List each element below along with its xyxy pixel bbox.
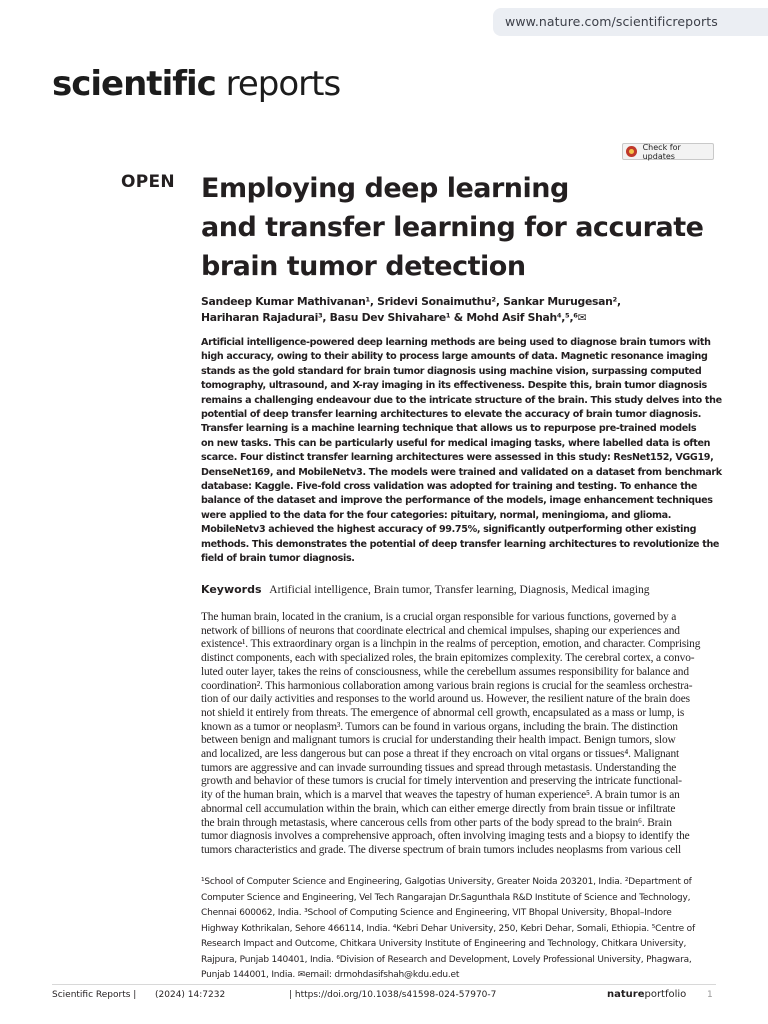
abstract-line: Transfer learning is a machine learning technique that allows us to repurpose pre-trained models [201, 423, 697, 435]
affiliation-line: Chennai 600062, India. ³School of Computing Science and Engineering, VIT Bhopal University, Bhopal–Indore [201, 908, 672, 918]
body-line: luted outer layer, takes the reins of consciousness, while the cerebellum assumes responsibility for balance and [201, 665, 689, 678]
body-line: tumors are aggressive and can invade surrounding tissues and spread through metastasis. Understanding the [201, 761, 677, 774]
title-line: Employing deep learning [201, 173, 569, 204]
keywords-label: Keywords [201, 583, 262, 596]
affiliations [201, 875, 716, 984]
article-title [201, 169, 704, 286]
abstract-line: methods. This demonstrates the potential of deep transfer learning architectures to revolutionize the [201, 538, 720, 550]
journal-url-tab[interactable]: www.nature.com/scientificreports [493, 8, 768, 36]
affiliation-line: Research Impact and Outcome, Chitkara University Institute of Engineering and Technology, Chitkara University, [201, 939, 687, 949]
open-access-label: OPEN [121, 172, 175, 192]
abstract-line: DenseNet169, and MobileNetv3. The models were trained and validated on a dataset from benchmark [201, 466, 722, 478]
affiliation-line: ¹School of Computer Science and Engineering, Galgotias University, Greater Noida 203201, India. ²Department of [201, 877, 692, 887]
abstract-line: tomography, ultrasound, and X-ray imaging in its effectiveness. Despite this, brain tumor diagnosis [201, 380, 707, 392]
author-line: Hariharan Rajadurai³, Basu Dev Shivahare¹ & Mohd Asif Shah⁴,⁵,⁶✉ [201, 311, 587, 324]
page-footer [0, 990, 768, 1006]
abstract [201, 336, 722, 567]
body-text [201, 611, 715, 858]
abstract-line: potential of deep transfer learning architectures to elevate the accuracy of brain tumor diagnosis. [201, 409, 702, 421]
abstract-line: remains a challenging endeavour due to the intricate structure of the brain. This study delves into the [201, 394, 722, 406]
body-line: network of billions of neurons that coordinate electrical and chemical impulses, shaping our experiences and [201, 624, 680, 637]
body-line: existence¹. This extraordinary organ is a linchpin in the realms of perception, emotion, and character. Comprising [201, 638, 701, 651]
abstract-line: scarce. Four distinct transfer learning architectures were assessed in this study: ResNet152, VGG19, [201, 452, 714, 464]
title-line: and transfer learning for accurate [201, 212, 704, 243]
footer-volume: (2024) 14:7232 [155, 990, 226, 1000]
check-updates-label: Check for updates [642, 142, 681, 161]
journal-logo [52, 64, 340, 104]
abstract-line: balance of the dataset and improve the performance of the models, image enhancement techniques [201, 495, 713, 507]
footer-doi-link[interactable]: | https://doi.org/10.1038/s41598-024-57970-7 [289, 990, 497, 1000]
footer-divider [52, 984, 716, 985]
body-line: tumors characteristics and grade. The diverse spectrum of brain tumors includes neoplasms from various cell [201, 843, 682, 856]
page-number: 1 [707, 990, 713, 1000]
affiliation-line: Rajpura, Punjab 140401, India. ⁶Division of Research and Development, Lovely Professional University, Phagwara, [201, 954, 692, 965]
affiliation-line: Highway Kothrikalan, Sehore 466114, India. ⁴Kebri Dehar University, 250, Kebri Dehar, Somali, Ethiopia. ⁵Centre of [201, 923, 695, 934]
abstract-line: were applied to the data for the four categories: pituitary, normal, meningioma, and glioma. [201, 509, 672, 521]
abstract-line: stands as the gold standard for brain tumor diagnosis using machine vision, surpassing computed [201, 365, 702, 377]
author-list [201, 294, 721, 326]
body-line: not shield it entirely from threats. The emergence of abnormal cell growth, encapsulated as a mass or lump, is [201, 706, 685, 719]
keywords-value: Artificial intelligence, Brain tumor, Transfer learning, Diagnosis, Medical imaging [269, 584, 650, 596]
author-line: Sandeep Kumar Mathivanan¹, Sridevi Sonaimuthu², Sankar Murugesan², [201, 295, 621, 308]
body-line: distinct components, each with specialized roles, the brain epitomizes complexity. The cerebral cortex, a convo- [201, 652, 695, 665]
body-line: the brain through metastasis, where cancerous cells from other parts of the body spread to the brain⁶. Brain [201, 816, 672, 829]
check-updates-button[interactable] [622, 143, 714, 160]
body-line: and localized, are less dangerous but can pose a threat if they encroach on vital organs or tissues⁴. Malignant [201, 748, 680, 761]
abstract-line: on new tasks. This can be particularly useful for medical imaging tasks, where labelled data is often [201, 437, 711, 449]
abstract-line: high accuracy, owing to their ability to process large amounts of data. Magnetic resonance imaging [201, 351, 708, 363]
affiliation-line: Punjab 144001, India. ✉email: drmohdasifshah@kdu.edu.et [201, 970, 460, 980]
keywords [201, 583, 650, 596]
nature-portfolio-light: portfolio [644, 989, 687, 1000]
footer-journal: Scientific Reports | [52, 990, 137, 1000]
abstract-line: Artificial intelligence-powered deep learning methods are being used to diagnose brain tumors with [201, 337, 711, 348]
body-line: tion of our daily activities and responses to the world around us. However, the resilient nature of the brain does [201, 693, 690, 706]
body-line: between benign and malignant tumors is crucial for understanding their health impact. Benign tumors, slow [201, 734, 676, 747]
body-line: coordination². This harmonious collaboration among various brain regions is crucial for the seamless orchestra- [201, 679, 693, 692]
crossmark-icon [626, 146, 637, 157]
body-line: known as a tumor or neoplasm³. Tumors can be found in various organs, including the brain. The distinction [201, 720, 678, 733]
title-line: brain tumor detection [201, 251, 526, 282]
body-line: abnormal cell accumulation within the brain, which can either emerge directly from brain tissue or infiltrate [201, 802, 676, 815]
affiliation-line: Computer Science and Engineering, Vel Tech Rangarajan Dr.Sagunthala R&D Institute of Science and Technology, [201, 892, 691, 903]
nature-portfolio-logo [607, 989, 686, 1000]
body-line: The human brain, located in the cranium, is a crucial organ responsible for various functions, governed by a [201, 611, 677, 623]
abstract-line: database: Kaggle. Five-fold cross validation was adopted for training and testing. To enhance the [201, 481, 698, 493]
nature-portfolio-bold: nature [607, 989, 645, 1000]
abstract-line: MobileNetv3 achieved the highest accuracy of 99.75%, significantly outperforming other existing [201, 524, 697, 536]
body-line: tumor diagnosis involves a comprehensive approach, often involving imaging tests and a biopsy to identify the [201, 830, 690, 843]
body-line: ity of the human brain, which is a marvel that weaves the tapestry of human experience⁵. A brain tumor is an [201, 789, 680, 802]
journal-logo-light: reports [225, 64, 341, 104]
journal-logo-bold: scientific [52, 64, 216, 104]
abstract-line: field of brain tumor diagnosis. [201, 553, 355, 565]
body-line: growth and behavior of these tumors is crucial for timely intervention and preserving the intricate functional- [201, 775, 682, 788]
